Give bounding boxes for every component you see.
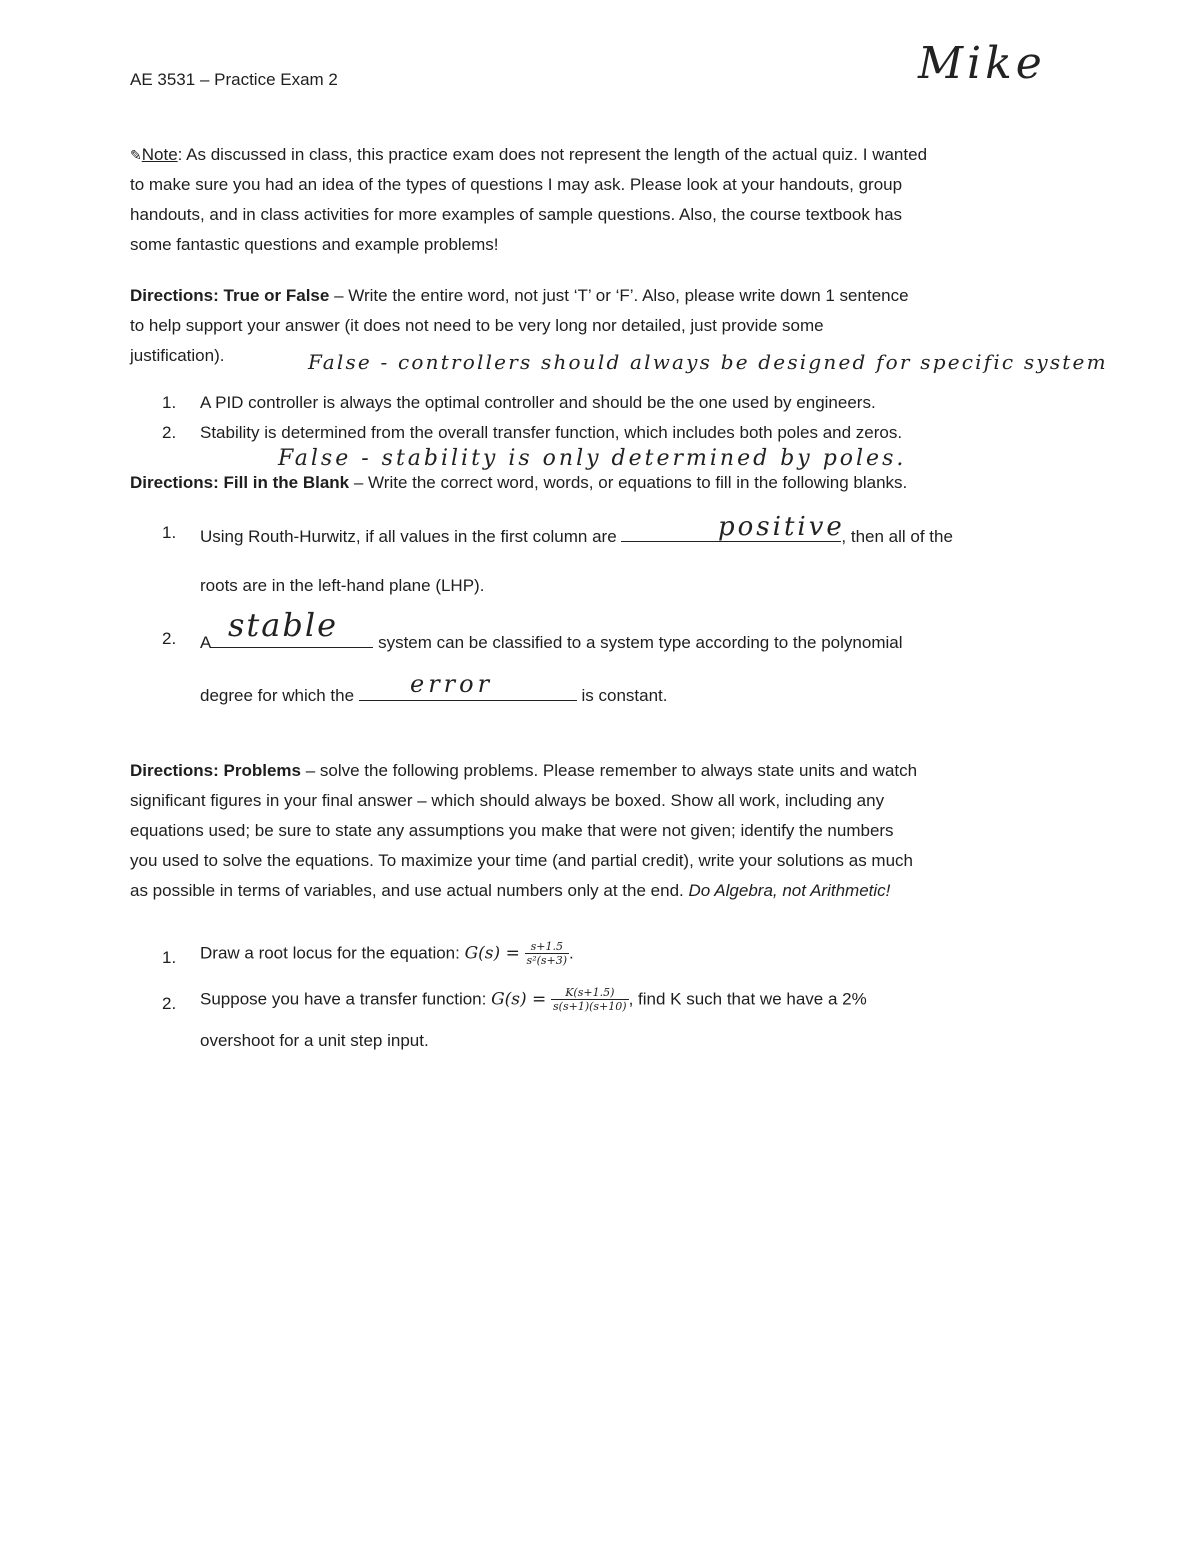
item-number: 2.: [162, 423, 177, 442]
directions-text: equations used; be sure to state any assumptions you make that were not given; identify the numbers: [130, 821, 894, 840]
page-title: AE 3531 – Practice Exam 2: [130, 70, 338, 89]
denominator: s²(s+3): [526, 954, 568, 967]
problem-text: Draw a root locus for the equation:: [200, 943, 465, 963]
directions-text: – Write the entire word, not just ‘T’ or ‘F’. Also, please write down 1 sentence: [329, 286, 909, 305]
note-line: : As discussed in class, this practice exam does not represent the length of the actual quiz. I wanted: [177, 145, 928, 164]
equation-lhs: G(s) =: [491, 989, 547, 1010]
true-false-heading: Directions: True or False: [130, 286, 330, 305]
problems-heading: Directions: Problems: [130, 761, 301, 780]
note-line: handouts, and in class activities for more examples of sample questions. Also, the course textbook has: [130, 205, 903, 224]
directions-text: you used to solve the equations. To maximize your time (and partial credit), write your solutions as much: [130, 851, 913, 870]
problem-text: .: [569, 943, 574, 963]
handwritten-answer-error: error: [410, 670, 494, 698]
handwritten-answer-positive: positive: [718, 512, 845, 542]
problem-text: Suppose you have a transfer function:: [200, 989, 492, 1009]
item-number: 2.: [162, 629, 177, 648]
equation-fraction: [551, 986, 629, 1013]
item-number: 2.: [162, 994, 177, 1013]
note-line: to make sure you had an idea of the types of questions I may ask. Please look at your handouts, group: [130, 175, 903, 194]
directions-text: – solve the following problems. Please remember to always state units and watch: [301, 761, 918, 780]
question-text: degree for which the: [200, 686, 355, 705]
fill-blank-question-cont: roots are in the left-hand plane (LHP).: [200, 576, 485, 595]
handwritten-signature: Mike: [918, 38, 1046, 89]
question-text: A: [200, 633, 212, 652]
item-number: 1.: [162, 948, 177, 967]
note-paragraph: [130, 140, 1055, 260]
question-text: is constant.: [581, 686, 668, 705]
problem-question-cont: overshoot for a unit step input.: [200, 1031, 429, 1050]
true-false-question: Stability is determined from the overall transfer function, which includes both poles and zeros.: [200, 423, 903, 442]
handwritten-answer-2: False - stability is only determined by poles.: [278, 446, 907, 471]
fill-blank-heading: Directions: Fill in the Blank: [130, 473, 350, 492]
emphasis-text: Do Algebra, not Arithmetic!: [688, 881, 891, 900]
note-line: some fantastic questions and example problems!: [130, 235, 499, 254]
directions-text: justification).: [130, 346, 225, 365]
question-text: system can be classified to a system type according to the polynomial: [378, 633, 903, 652]
fill-blank-directions: [130, 473, 907, 493]
equation-lhs: G(s) =: [464, 943, 520, 964]
numerator: K(s+1.5): [551, 986, 629, 1000]
directions-text: – Write the correct word, words, or equations to fill in the following blanks.: [349, 473, 908, 492]
problem-question: [200, 986, 867, 1013]
item-number: 1.: [162, 393, 177, 412]
true-false-question: A PID controller is always the optimal controller and should be the one used by engineers.: [200, 393, 876, 412]
problem-text: , find K such that we have a 2%: [628, 989, 867, 1009]
question-text: , then all of the: [841, 527, 953, 546]
directions-text: to help support your answer (it does not need to be very long nor detailed, just provide some: [130, 316, 824, 335]
directions-text: significant figures in your final answer – which should always be boxed. Show all work, including any: [130, 791, 885, 810]
numerator: s+1.5: [525, 940, 570, 954]
directions-text: as possible in terms of variables, and use actual numbers only at the end.: [130, 881, 689, 900]
problems-directions: [130, 756, 1055, 906]
note-label: Note: [141, 145, 178, 164]
pencil-icon: ✎: [130, 147, 142, 163]
item-number: 1.: [162, 523, 177, 542]
handwritten-answer-stable: stable: [228, 606, 339, 644]
denominator: s(s+1)(s+10): [553, 1000, 627, 1013]
question-text: Using Routh-Hurwitz, if all values in the first column are: [200, 527, 617, 546]
handwritten-answer-1: False - controllers should always be designed for specific system: [308, 350, 1108, 374]
problem-question: [200, 940, 574, 967]
equation-fraction: [525, 940, 570, 967]
